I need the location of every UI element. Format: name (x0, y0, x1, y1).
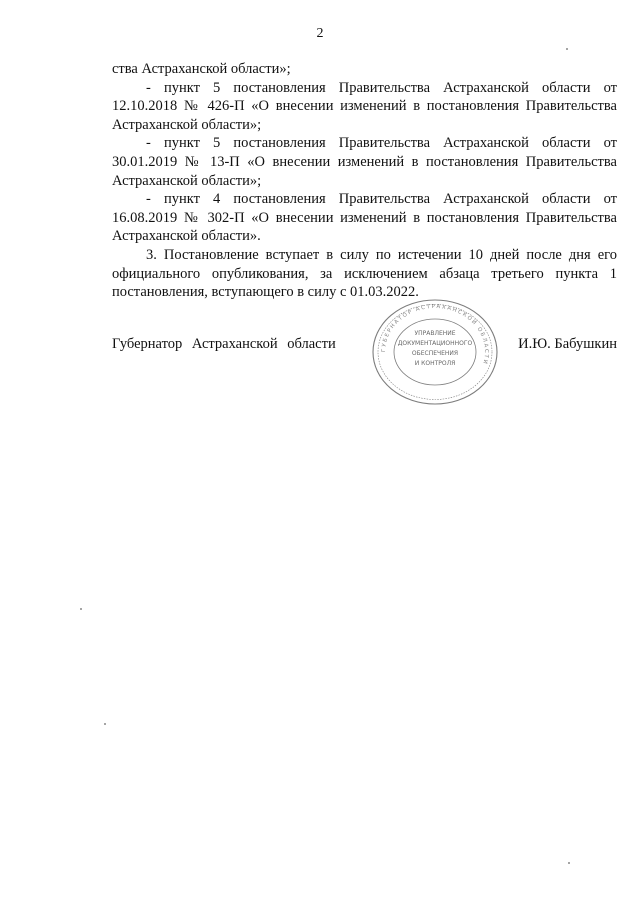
scan-speck (566, 48, 568, 50)
page-number: 2 (316, 26, 324, 41)
paragraph-item-302: - пункт 4 постановления Правительства Астраханской области от 16.08.2019 № 302-П «О внесении изменений в постановления Правительства Астраханской области». (112, 191, 617, 245)
seal-line-2: ДОКУМЕНТАЦИОННОГО (397, 340, 473, 347)
paragraph-item-13: - пункт 5 постановления Правительства Астраханской области от 30.01.2019 № 13-П «О внесении изменений в постановления Правительства Астраханской области»; (112, 135, 617, 189)
scan-speck (80, 608, 82, 610)
seal-line-3: ОБЕСПЕЧЕНИЯ (411, 350, 459, 357)
paragraph-item-426: - пункт 5 постановления Правительства Астраханской области от 12.10.2018 № 426-П «О внесении изменений в постановления Правительства Астраханской области»; (112, 79, 617, 133)
scan-speck (568, 862, 570, 864)
seal-line-4: И КОНТРОЛЯ (414, 360, 456, 367)
seal-outer-text: ГУБЕРНАТОР АСТРАХАНСКОЙ ОБЛАСТИ (380, 303, 490, 366)
official-seal (366, 297, 504, 407)
signature-block (112, 336, 617, 356)
document-body (112, 60, 617, 302)
scan-speck (104, 723, 106, 725)
paragraph-continuation: ства Астраханской области»; (112, 61, 291, 77)
signatory-name: И.Ю. Бабушкин (518, 336, 617, 352)
paragraph-entry-into-force: 3. Постановление вступает в силу по истечении 10 дней после дня его официального опубликования, за исключением абзаца третьего пункта 1 постановления, вступающего в силу с 01.03.2022. (112, 246, 617, 301)
signatory-title: Губернатор Астраханской области (112, 336, 336, 352)
seal-line-1: УПРАВЛЕНИЕ (414, 330, 456, 337)
